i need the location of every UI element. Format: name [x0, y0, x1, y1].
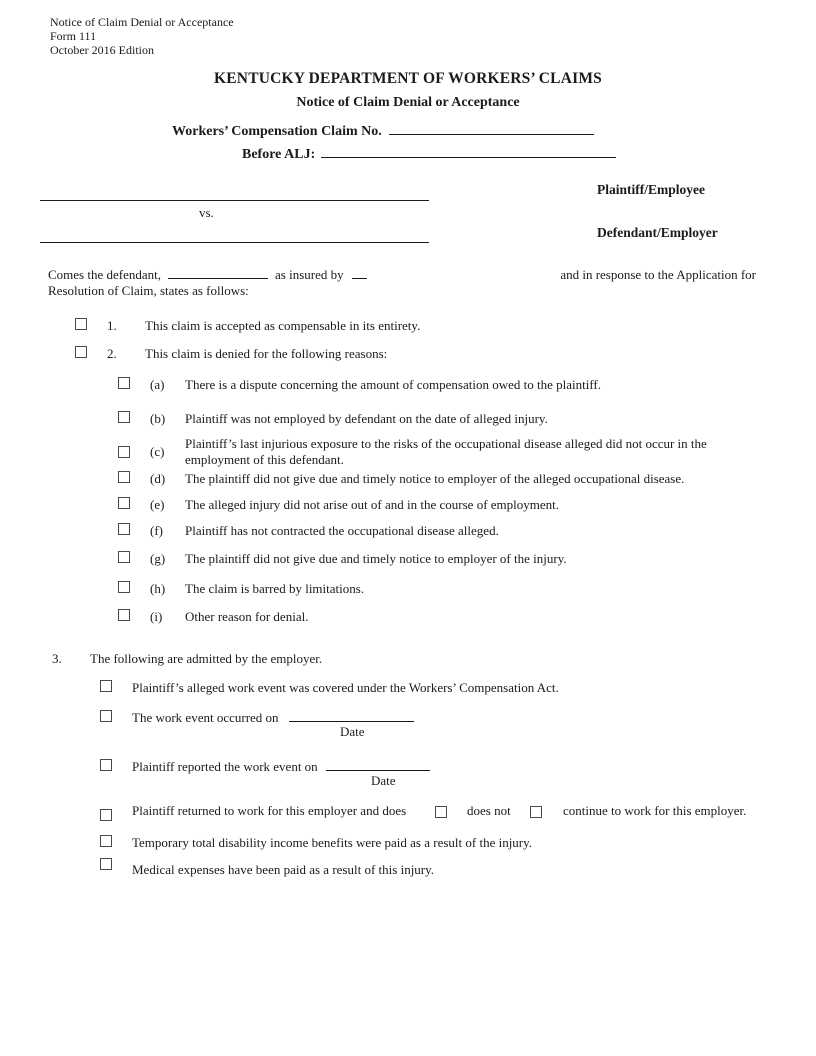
reported-date-field[interactable] [326, 757, 430, 771]
admission-covered-checkbox[interactable] [100, 680, 112, 692]
reason-c-text: Plaintiff’s last injurious exposure to the risks of the occupational disease alleged did not occur in the employment of this defendant. [185, 436, 707, 467]
admission-ttd-text: Temporary total disability income benefits were paid as a result of the injury. [132, 835, 533, 850]
reason-h-checkbox[interactable] [118, 581, 130, 593]
plaintiff-name-field[interactable] [40, 188, 429, 201]
page-title: KENTUCKY DEPARTMENT OF WORKERS’ CLAIMS [214, 70, 602, 87]
reason-d-letter: (d) [150, 471, 166, 486]
does-checkbox[interactable] [435, 806, 447, 818]
reason-i-letter: (i) [150, 609, 163, 624]
intro-part3: and in response to the Application for [560, 267, 756, 282]
before-alj-field[interactable] [321, 144, 616, 158]
item-2-number: 2. [107, 346, 117, 361]
reason-h-text: The claim is barred by limitations. [185, 581, 365, 596]
admission-occurred-text: The work event occurred on [132, 710, 279, 725]
section-3-heading [52, 651, 322, 667]
admission-reported-row [100, 757, 430, 788]
reason-b-checkbox[interactable] [118, 411, 130, 423]
reason-b-row [118, 411, 548, 427]
claim-no-field[interactable] [389, 121, 594, 135]
before-alj-row [242, 144, 616, 163]
item-1-row [75, 318, 420, 334]
section-3-number: 3. [52, 651, 62, 666]
item-1-number: 1. [107, 318, 117, 333]
section-3-text: The following are admitted by the employer. [90, 651, 323, 666]
plaintiff-label: Plaintiff/Employee [597, 182, 705, 197]
reason-e-text: The alleged injury did not arise out of and in the course of employment. [185, 497, 560, 512]
item-1-checkbox[interactable] [75, 318, 87, 330]
reason-h-row [118, 581, 364, 597]
insurer-field[interactable] [352, 265, 367, 279]
reason-i-checkbox[interactable] [118, 609, 130, 621]
reason-c-checkbox[interactable] [118, 446, 130, 458]
claim-no-row [172, 121, 594, 140]
admission-medical-text: Medical expenses have been paid as a result of this injury. [132, 862, 435, 877]
admission-occurred-checkbox[interactable] [100, 710, 112, 722]
page-subtitle: Notice of Claim Denial or Acceptance [296, 95, 520, 110]
admission-occurred-row [100, 708, 414, 739]
admission-covered-row [100, 680, 559, 696]
reason-a-checkbox[interactable] [118, 377, 130, 389]
reason-h-letter: (h) [150, 581, 166, 596]
admission-reported-checkbox[interactable] [100, 759, 112, 771]
reported-date-label: Date [371, 773, 396, 788]
reason-c-row [118, 436, 733, 467]
reason-a-text: There is a dispute concerning the amount of compensation owed to the plaintiff. [185, 377, 602, 392]
defendant-insured-field[interactable] [168, 265, 268, 279]
reason-f-text: Plaintiff has not contracted the occupational disease alleged. [185, 523, 499, 538]
claim-no-label: Workers’ Compensation Claim No. [172, 124, 382, 139]
item-2-text: This claim is denied for the following reasons: [145, 346, 388, 361]
does-not-text: does not [467, 803, 511, 818]
intro-line-2: Resolution of Claim, states as follows: [48, 283, 249, 298]
reason-a-row [118, 377, 601, 393]
vs-label: vs. [199, 205, 214, 220]
reason-i-text: Other reason for denial. [185, 609, 309, 624]
does-not-checkbox[interactable] [530, 806, 542, 818]
form-edition: October 2016 Edition [50, 42, 154, 57]
item-2-row [75, 346, 387, 362]
reason-f-row [118, 523, 499, 539]
defendant-label: Defendant/Employer [597, 225, 718, 240]
intro-line-1 [48, 265, 756, 283]
work-event-date-field[interactable] [289, 708, 414, 722]
reason-g-checkbox[interactable] [118, 551, 130, 563]
reason-g-text: The plaintiff did not give due and timely notice to employer of the injury. [185, 551, 567, 566]
reason-e-checkbox[interactable] [118, 497, 130, 509]
reason-d-row [118, 471, 684, 487]
intro-part2: as insured by [275, 267, 344, 282]
form-number: Form 111 [50, 28, 97, 43]
admission-ttd-checkbox[interactable] [100, 835, 112, 847]
reason-d-checkbox[interactable] [118, 471, 130, 483]
admission-medical-row [100, 862, 434, 878]
reason-i-row [118, 609, 308, 625]
reason-e-row [118, 497, 559, 513]
reason-f-letter: (f) [150, 523, 163, 538]
reason-g-letter: (g) [150, 551, 166, 566]
reason-f-checkbox[interactable] [118, 523, 130, 535]
returned-checkbox[interactable] [100, 809, 112, 821]
reason-e-letter: (e) [150, 497, 165, 512]
reason-d-text: The plaintiff did not give due and timely notice to employer of the alleged occupational disease. [185, 471, 685, 486]
admission-ttd-row [100, 835, 532, 851]
intro-part1: Comes the defendant, [48, 267, 161, 282]
form-meta-title: Notice of Claim Denial or Acceptance [50, 15, 234, 29]
item-1-text: This claim is accepted as compensable in its entirety. [145, 318, 421, 333]
form-meta [50, 16, 234, 57]
before-alj-label: Before ALJ: [242, 147, 316, 162]
admission-medical-checkbox[interactable] [100, 858, 112, 870]
returned-text-after: continue to work for this employer. [563, 803, 747, 818]
returned-text-before: Plaintiff returned to work for this employer and does [132, 803, 407, 818]
admission-covered-text: Plaintiff’s alleged work event was covered under the Workers’ Compensation Act. [132, 680, 559, 695]
reason-a-letter: (a) [150, 377, 165, 392]
reason-g-row [118, 551, 567, 567]
reason-b-text: Plaintiff was not employed by defendant on the date of alleged injury. [185, 411, 548, 426]
item-2-checkbox[interactable] [75, 346, 87, 358]
reason-c-letter: (c) [150, 443, 165, 459]
defendant-name-field[interactable] [40, 230, 429, 243]
occurred-date-label: Date [340, 724, 365, 739]
admission-returned-row [100, 803, 816, 825]
reason-b-letter: (b) [150, 411, 166, 426]
admission-reported-text: Plaintiff reported the work event on [132, 759, 318, 774]
